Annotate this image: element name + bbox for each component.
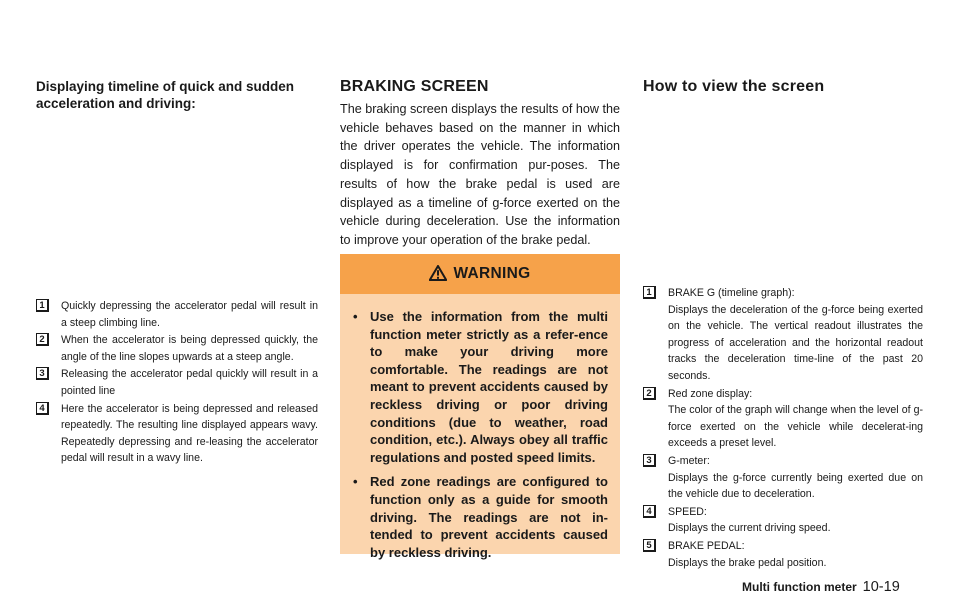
callout-number-badge: 4 bbox=[36, 402, 49, 415]
callout-number-badge: 5 bbox=[643, 539, 656, 552]
list-item-text: Quickly depressing the accelerator pedal will result in a steep climbing line. bbox=[61, 300, 318, 329]
list-item bbox=[643, 285, 923, 385]
list-item-text: Releasing the accelerator pedal quickly will result in a pointed line bbox=[61, 368, 318, 397]
legend-item-description: Displays the current driving speed. bbox=[668, 522, 831, 535]
list-item bbox=[36, 401, 318, 467]
list-item bbox=[36, 298, 318, 331]
callout-number-badge: 1 bbox=[36, 299, 49, 312]
warning-item-text: Use the information from the multi function meter strictly as a refer-ence to make your driving more comfortable. The readings are not meant to prevent accidents caused by reckless driving or poor driving conditions (due to weather, road condition, etc.). Always obey all traffic regulations and posted speed limits. bbox=[370, 309, 608, 465]
braking-screen-heading: BRAKING SCREEN bbox=[340, 78, 489, 95]
warning-item-text: Red zone readings are configured to function only as a guide for smooth driving. The readings are not in-tended to prevent accidents caused by reckless driving. bbox=[370, 474, 608, 560]
bullet: • bbox=[353, 309, 358, 324]
warning-item bbox=[353, 473, 608, 561]
legend-item-title: BRAKE PEDAL: bbox=[668, 539, 745, 552]
callout-number-badge: 3 bbox=[643, 454, 656, 467]
footer-section-title: Multi function meter bbox=[742, 580, 857, 594]
page-number: 10-19 bbox=[862, 579, 900, 595]
callout-number-badge: 2 bbox=[643, 387, 656, 400]
bullet: • bbox=[353, 474, 358, 490]
list-item bbox=[643, 386, 923, 452]
page-footer bbox=[742, 579, 927, 595]
legend-item-description: Displays the brake pedal position. bbox=[668, 556, 827, 569]
list-item bbox=[643, 538, 923, 571]
warning-header bbox=[340, 254, 620, 294]
legend-item-description: The color of the graph will change when the level of g-force exerted on the vehicle while decelerat-ing exceeds a preset level. bbox=[668, 404, 923, 450]
warning-list bbox=[340, 294, 620, 561]
acceleration-notes-list bbox=[36, 298, 318, 468]
list-item-text: Here the accelerator is being depressed and released repeatedly. The resulting line displayed appears wavy. Repeatedly depressing and re-leasing the accelerator pedal will result in a wavy line. bbox=[61, 402, 318, 465]
section-subheading: Displaying timeline of quick and sudden acceleration and driving: bbox=[36, 79, 295, 111]
warning-item bbox=[353, 308, 608, 466]
callout-number-badge: 2 bbox=[36, 333, 49, 346]
callout-number-badge: 4 bbox=[643, 505, 656, 518]
list-item bbox=[36, 366, 318, 399]
legend-item-title: Red zone display: bbox=[668, 387, 753, 400]
legend-item-description: Displays the deceleration of the g-force being exerted on the vehicle. The vertical readout illustrates the progress of acceleration and the horizontal readout tracks the deceleration time-line of the past 20 seconds. bbox=[668, 303, 923, 382]
legend-item-title: G-meter: bbox=[668, 454, 710, 467]
list-item bbox=[36, 332, 318, 365]
list-item bbox=[643, 453, 923, 503]
how-to-view-heading: How to view the screen bbox=[643, 78, 825, 95]
legend-item-title: SPEED: bbox=[668, 505, 707, 518]
callout-number-badge: 1 bbox=[643, 286, 656, 299]
legend-item-description: Displays the g-force currently being exerted due on the vehicle due to deceleration. bbox=[668, 471, 923, 501]
warning-title: WARNING bbox=[453, 265, 531, 282]
list-item bbox=[643, 504, 923, 537]
warning-box bbox=[340, 254, 620, 560]
warning-title-row bbox=[340, 265, 620, 286]
braking-screen-paragraph: The braking screen displays the results of how the vehicle behaves based on the manner in which the driver operates the vehicle. The information displayed is for confirmation pur-poses. The results of how the brake pedal is used are displayed as a timeline of g-force exerted on the vehicle during deceleration. Use the information to improve your operation of the brake pedal. bbox=[340, 102, 621, 247]
warning-triangle-icon bbox=[429, 265, 447, 286]
callout-number-badge: 3 bbox=[36, 367, 49, 380]
screen-legend-list bbox=[643, 285, 923, 572]
list-item-text: When the accelerator is being depressed quickly, the angle of the line slopes upwards at a steep angle. bbox=[61, 334, 318, 363]
legend-item-title: BRAKE G (timeline graph): bbox=[668, 287, 795, 299]
